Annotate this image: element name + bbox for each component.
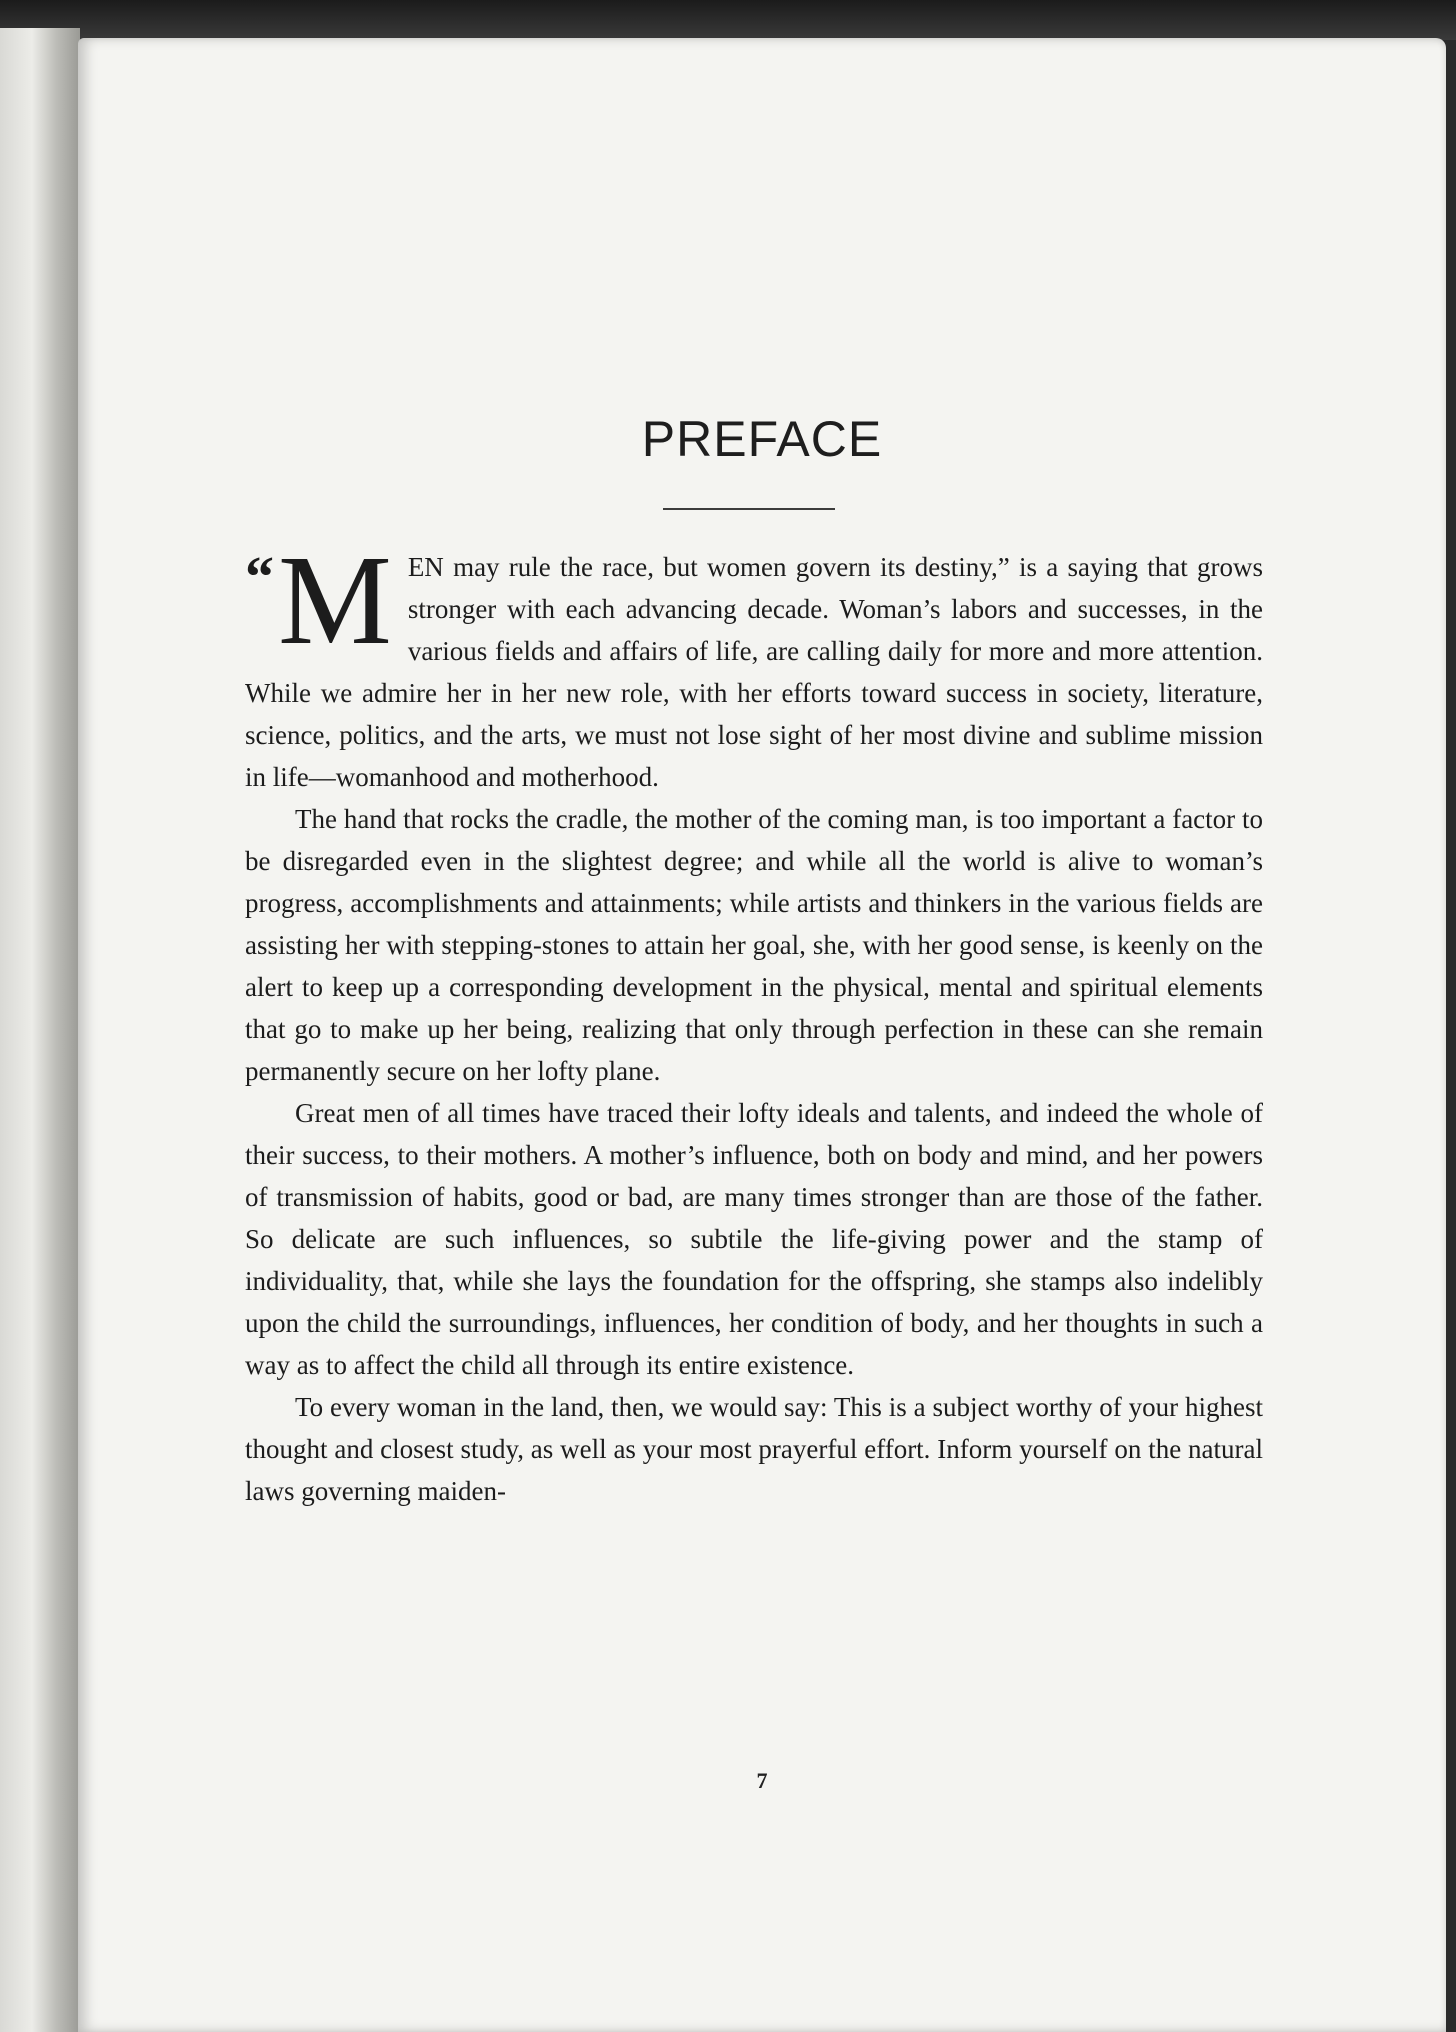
page-number: 7 bbox=[756, 1768, 768, 1793]
page-title: PREFACE bbox=[641, 411, 883, 467]
paragraph-4: To every woman in the land, then, we would say: This is a subject worthy of your highest thought and closest study, as well as your most prayerful effort. Inform yourself on the natural laws governing maiden- bbox=[245, 1392, 1263, 1506]
opening-quote-mark: “ bbox=[245, 544, 274, 609]
paragraph-2: The hand that rocks the cradle, the mother of the coming man, is too important a factor to be disregarded even in the slightest degree; and while all the world is alive to woman’s progress, accomplishments and attainments; while artists and thinkers in the various fields are assisting her with stepping-stones to attain her goal, she, with her good sense, is keenly on the alert to keep up a corresponding development in the physical, mental and spiritual elements that go to make up her being, realizing that only through perfection in these can she remain permanently secure on her lofty plane. bbox=[245, 804, 1263, 1086]
paragraph-1 bbox=[245, 529, 1263, 798]
drop-cap-letter: M bbox=[278, 529, 392, 671]
book-gutter bbox=[0, 28, 80, 2032]
paragraph-1-text: EN may rule the race, but women govern its destiny,” is a saying that grows stronger with each advancing decade. Woman’s labors and successes, in the various fields and affairs of life, are calling daily for more and more attention. While we admire her in her new role, with her efforts toward success in society, literature, science, politics, and the arts, we must not lose sight of her most divine and sublime mission in life—womanhood and motherhood. bbox=[245, 552, 1263, 792]
preface-body bbox=[245, 529, 1263, 1512]
book-page bbox=[78, 38, 1446, 2032]
paragraph-3: Great men of all times have traced their lofty ideals and talents, and indeed the whole of their success, to their mothers. A mother’s influence, both on body and mind, and her powers of transmission of habits, good or bad, are many times stronger than are those of the father. So delicate are such influences, so subtile the life-giving power and the stamp of individuality, that, while she lays the foundation for the offspring, she stamps also indelibly upon the child the surroundings, influences, her condition of body, and her thoughts in such a way as to affect the child all through its entire existence. bbox=[245, 1098, 1263, 1380]
title-rule-divider bbox=[663, 508, 835, 510]
scan-top-edge bbox=[0, 0, 1456, 40]
